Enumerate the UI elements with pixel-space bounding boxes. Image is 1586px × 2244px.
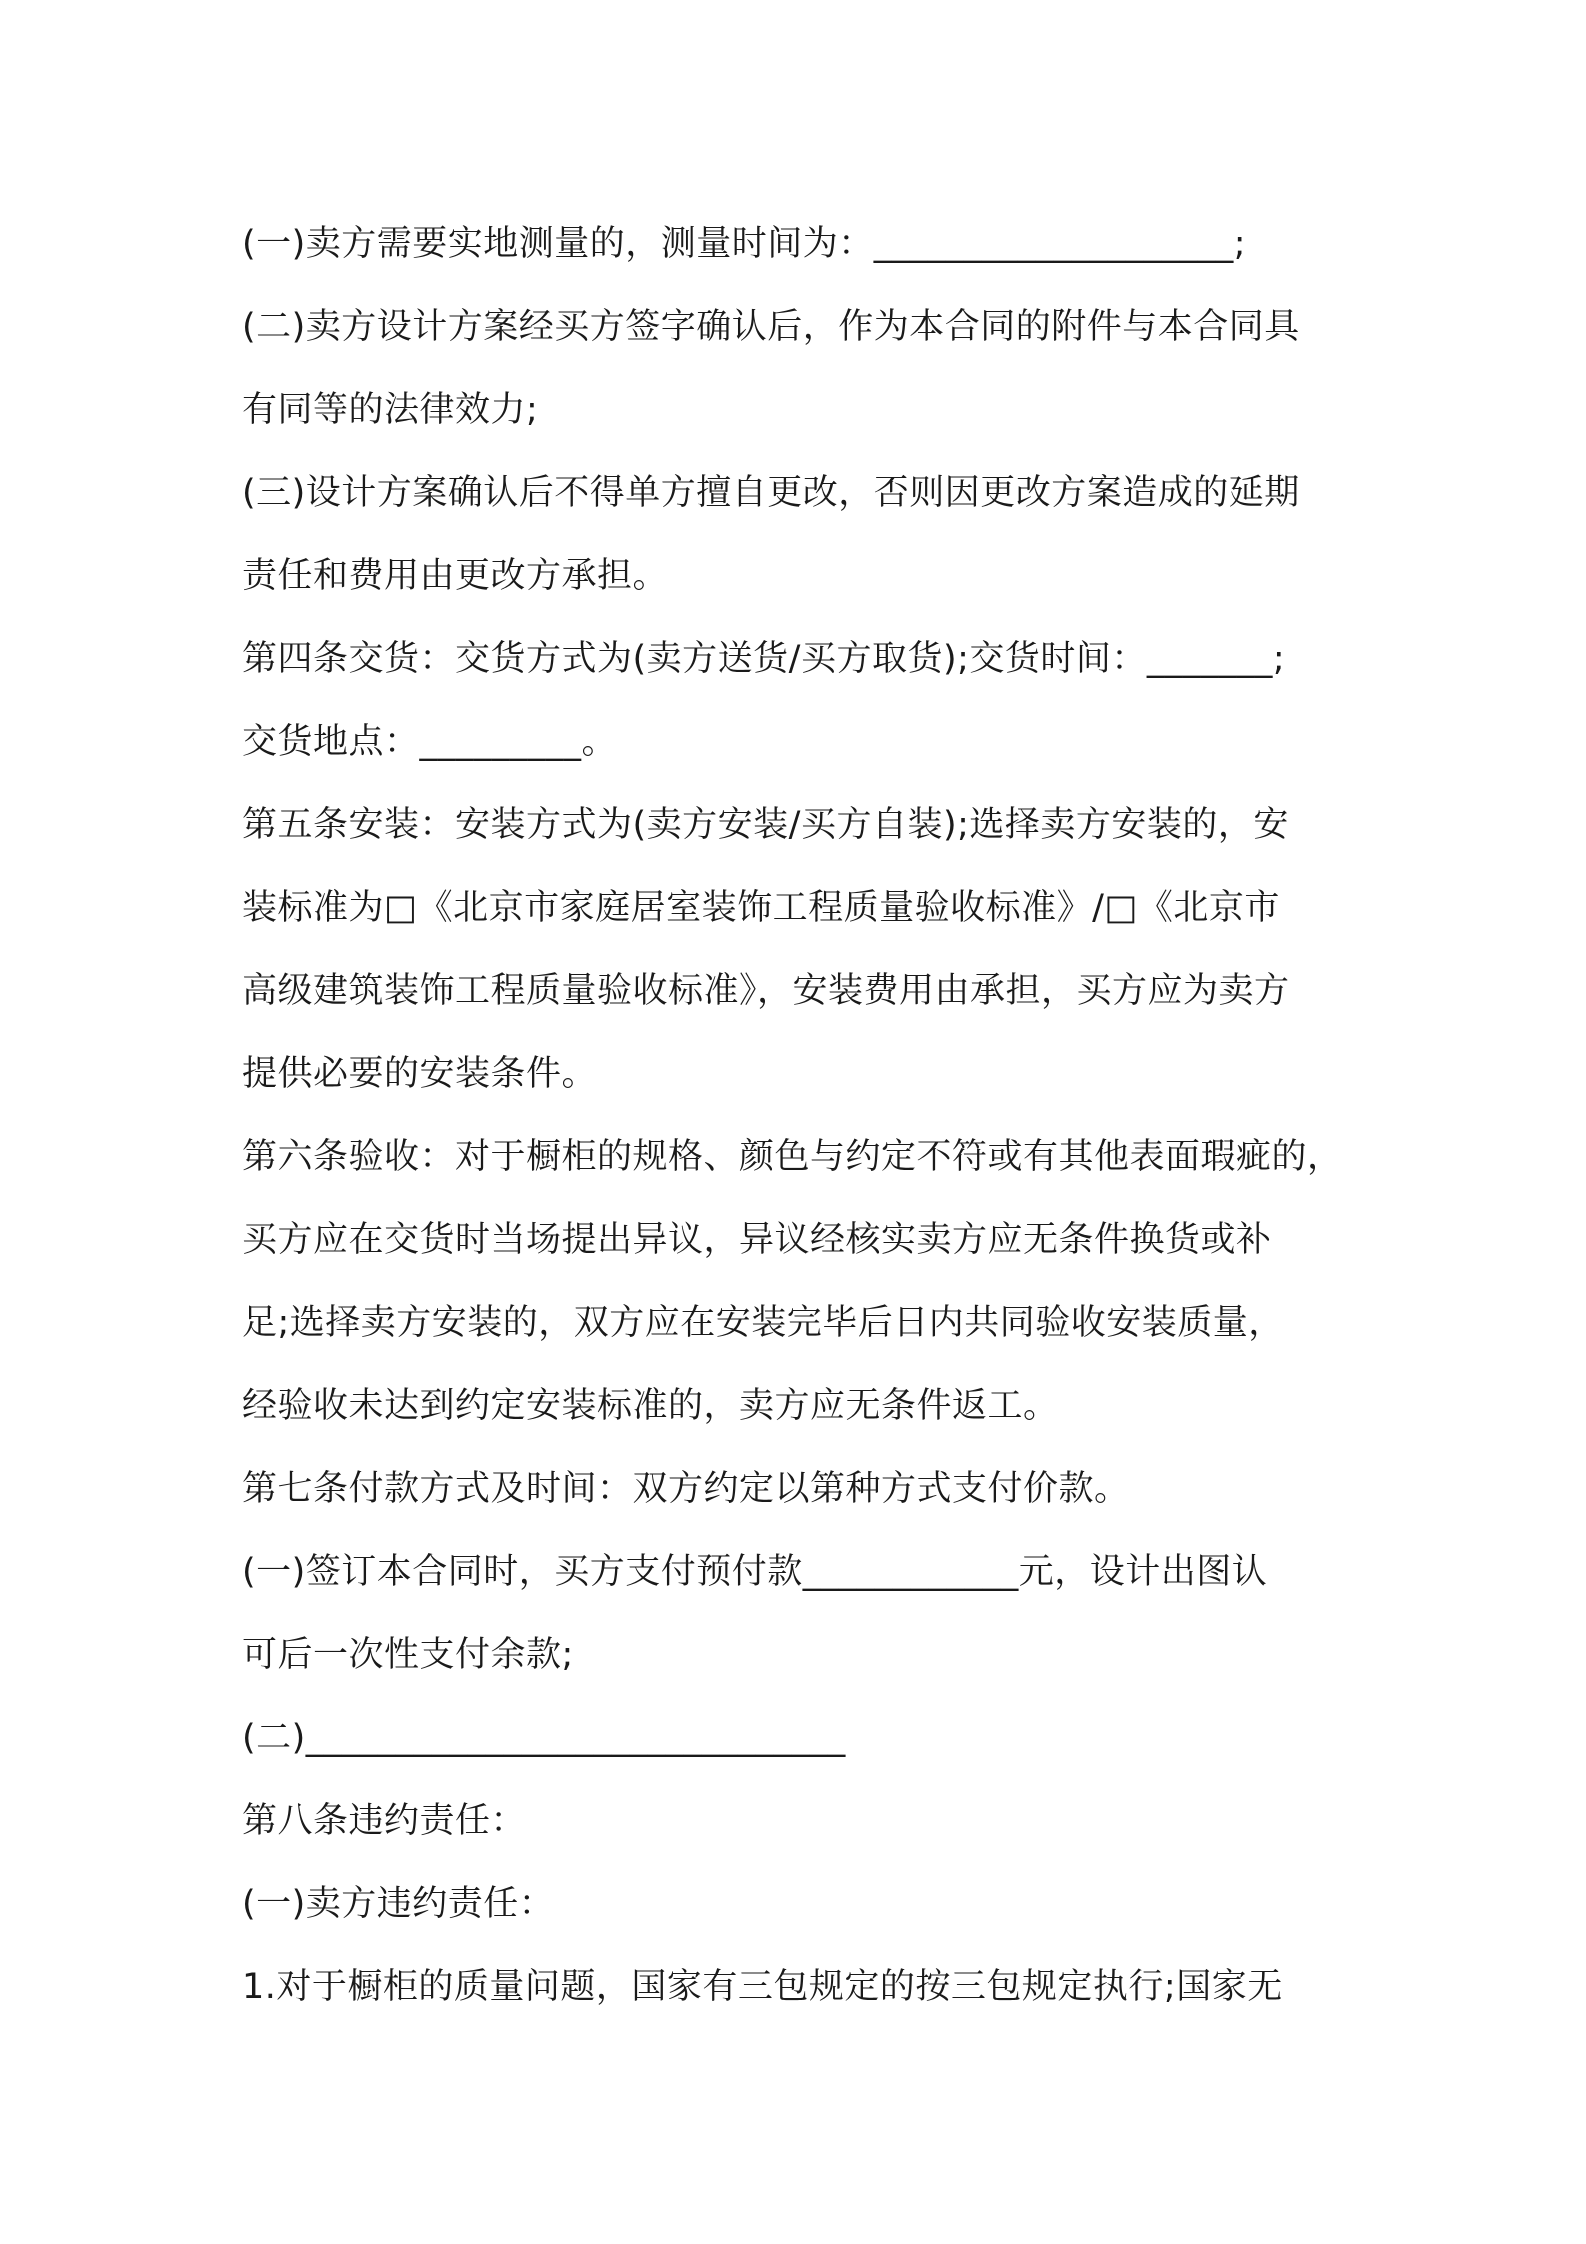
text-line: 第四条交货：交货方式为(卖方送货/买方取货);交货时间：_______;: [242, 639, 1286, 679]
text-line: 高级建筑装饰工程质量验收标准》，安装费用由承担，买方应为卖方: [242, 971, 1290, 1011]
text-line: 买方应在交货时当场提出异议，异议经核实卖方应无条件换货或补: [242, 1220, 1272, 1260]
text-line: (二)______________________________: [242, 1718, 846, 1758]
text-line: (一)签订本合同时，买方支付预付款____________元，设计出图认: [242, 1552, 1268, 1592]
text-line: 有同等的法律效力;: [242, 390, 539, 430]
text-line: (一)卖方需要实地测量的，测量时间为：____________________;: [242, 224, 1247, 264]
text-line: 第七条付款方式及时间：双方约定以第种方式支付价款。: [242, 1469, 1130, 1509]
text-line: 足;选择卖方安装的，双方应在安装完毕后日内共同验收安装质量，: [242, 1303, 1284, 1343]
text-line: 装标准为□《北京市家庭居室装饰工程质量验收标准》/□《北京市: [242, 888, 1280, 928]
text-line: 提供必要的安装条件。: [242, 1054, 598, 1094]
text-line: (二)卖方设计方案经买方签字确认后，作为本合同的附件与本合同具: [242, 307, 1300, 347]
text-line: (三)设计方案确认后不得单方擅自更改，否则因更改方案造成的延期: [242, 473, 1300, 513]
text-line: 第五条安装：安装方式为(卖方安装/买方自装);选择卖方安装的，安: [242, 805, 1289, 845]
text-line: 责任和费用由更改方承担。: [242, 556, 669, 596]
text-line: 第六条验收：对于橱柜的规格、颜色与约定不符或有其他表面瑕疵的，: [242, 1137, 1343, 1177]
text-line: 第八条违约责任：: [242, 1801, 527, 1841]
contract-body: [242, 203, 1362, 2029]
text-line: 可后一次性支付余款;: [242, 1635, 574, 1675]
text-line: (一)卖方违约责任：: [242, 1884, 555, 1924]
text-line: 经验收未达到约定安装标准的，卖方应无条件返工。: [242, 1386, 1059, 1426]
text-line: 交货地点：_________。: [242, 722, 618, 762]
text-line: 1.对于橱柜的质量问题，国家有三包规定的按三包规定执行;国家无: [242, 1967, 1283, 2007]
